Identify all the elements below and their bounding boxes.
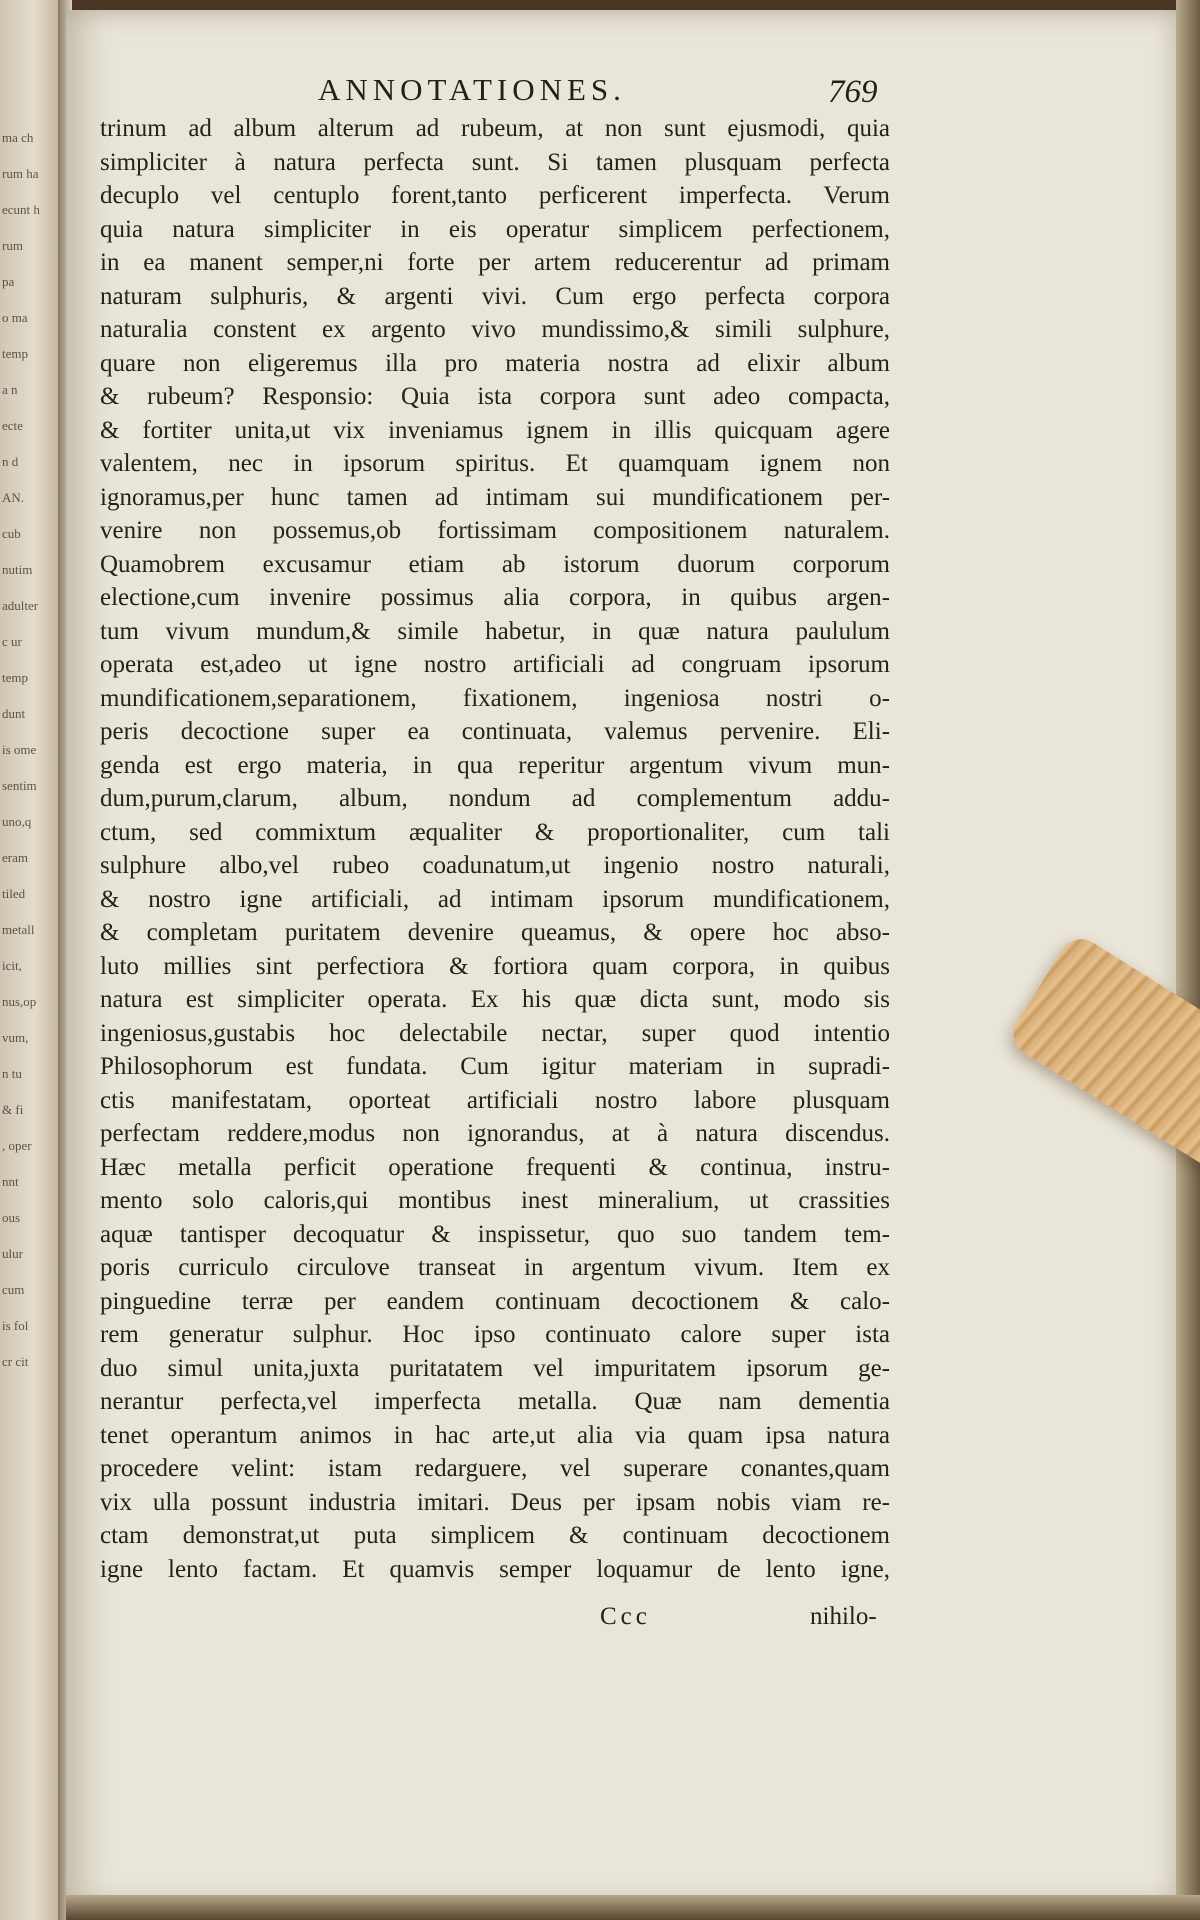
text-line: rem generatur sulphur. Hoc ipso continuato calore super ista xyxy=(100,1321,890,1348)
left-page-fragment: c ur xyxy=(2,634,22,649)
page-number: 769 xyxy=(828,74,878,110)
text-line: Quamobrem excusamur etiam ab istorum duorum corporum xyxy=(100,550,890,578)
left-page-fragment: is fol xyxy=(2,1318,29,1333)
page-edge-right xyxy=(1176,0,1200,1920)
text-line: ctam demonstrat,ut puta simplicem & continuam decoctionem xyxy=(100,1522,890,1549)
text-line: trinum ad album alterum ad rubeum, at non sunt ejusmodi, quia xyxy=(100,115,890,142)
page-edge-bottom xyxy=(66,1895,1200,1920)
left-page-fragment: cum xyxy=(2,1282,25,1297)
text-line: procedere velint: istam redarguere, vel superare conantes,quam xyxy=(100,1455,890,1482)
text-line: & completam puritatem devenire queamus, & opere hoc abso- xyxy=(100,919,890,946)
signature-mark: Ccc xyxy=(600,1603,651,1630)
left-page-fragment: , oper xyxy=(2,1138,32,1153)
left-page-fragment: tiled xyxy=(2,886,26,901)
text-line: aquæ tantisper decoquatur & inspissetur, quo suo tandem tem- xyxy=(100,1220,890,1248)
catchword: nihilo- xyxy=(810,1603,877,1630)
left-page-fragment: cr cit xyxy=(2,1354,29,1369)
left-page-fragment: nnt xyxy=(2,1174,19,1189)
text-line: ingeniosus,gustabis hoc delectabile nectar, super quod intentio xyxy=(100,1019,890,1047)
text-line: duo simul unita,juxta puritatatem vel impuritatem ipsorum ge- xyxy=(100,1354,890,1382)
text-line: operata est,adeo ut igne nostro artificiali ad congruam ipsorum xyxy=(100,651,890,678)
left-page-fragment: nutim xyxy=(2,562,33,577)
left-page-fragment: metall xyxy=(2,922,35,937)
left-page-fragment: ecunt h xyxy=(2,202,40,217)
text-line: nerantur perfecta,vel imperfecta metalla. Quæ nam dementia xyxy=(100,1388,890,1415)
text-line: perfectam reddere,modus non ignorandus, at à natura discendus. xyxy=(100,1120,890,1147)
text-line: dum,purum,clarum, album, nondum ad complementum addu- xyxy=(100,785,890,812)
text-line: peris decoctione super ea continuata, valemus pervenire. Eli- xyxy=(100,718,890,745)
text-line: in ea manent semper,ni forte per artem reducerentur ad primam xyxy=(100,249,890,276)
text-line: quia natura simpliciter in eis operatur simplicem perfectionem, xyxy=(100,215,890,243)
text-line: mento solo caloris,qui montibus inest mineralium, ut crassities xyxy=(100,1187,890,1214)
left-page-fragment: sentim xyxy=(2,778,37,793)
left-page-fragment: cub xyxy=(2,526,21,541)
text-line: tenet operantum animos in hac arte,ut alia via quam ipsa natura xyxy=(100,1421,890,1449)
text-line: valentem, nec in ipsorum spiritus. Et quamquam ignem non xyxy=(100,450,890,477)
left-page-fragment: AN. xyxy=(2,490,25,505)
left-page-fragment: uno,q xyxy=(2,814,32,829)
left-page-fragment: ulur xyxy=(2,1246,23,1261)
text-line: ctum, sed commixtum æqualiter & proportionaliter, cum tali xyxy=(100,818,890,846)
left-page-fragment: n tu xyxy=(2,1066,22,1081)
text-line: decuplo vel centuplo forent,tanto perficerent imperfecta. Verum xyxy=(100,182,890,209)
text-line: & fortiter unita,ut vix inveniamus ignem in illis quicquam agere xyxy=(100,416,890,444)
text-line: naturalia constent ex argento vivo mundissimo,& simili sulphure, xyxy=(100,316,890,343)
left-page-fragment: o ma xyxy=(2,310,28,325)
left-page-fragment: ma ch xyxy=(2,130,34,145)
text-line: sulphure albo,vel rubeo coadunatum,ut ingenio nostro naturali, xyxy=(100,852,890,879)
text-line: poris curriculo circulove transeat in argentum vivum. Item ex xyxy=(100,1254,890,1281)
left-page-fragment: rum ha xyxy=(2,166,39,181)
text-line: venire non possemus,ob fortissimam compositionem naturalem. xyxy=(100,517,890,544)
text-line: natura est simpliciter operata. Ex his quæ dicta sunt, modo sis xyxy=(100,986,890,1013)
body-text xyxy=(100,112,890,1586)
text-line: Philosophorum est fundata. Cum igitur materiam in supradi- xyxy=(100,1053,890,1080)
left-page-fragment: n d xyxy=(2,454,19,469)
text-line: quare non eligeremus illa pro materia nostra ad elixir album xyxy=(100,349,890,377)
text-line: Hæc metalla perficit operatione frequenti & continua, instru- xyxy=(100,1153,890,1181)
text-line: ignoramus,per hunc tamen ad intimam sui mundificationem per- xyxy=(100,483,890,511)
left-page-fragment: temp xyxy=(2,670,28,685)
left-page-fragment: nus,op xyxy=(2,994,37,1009)
left-page-fragment: eram xyxy=(2,850,28,865)
left-page-fragment: adulter xyxy=(2,598,39,613)
text-line: electione,cum invenire possimus alia corpora, in quibus argen- xyxy=(100,584,890,611)
left-page-fragment: dunt xyxy=(2,706,26,721)
running-head: ANNOTATIONES. xyxy=(318,72,626,107)
text-line: naturam sulphuris, & argenti vivi. Cum ergo perfecta corpora xyxy=(100,282,890,310)
text-line: mundificationem,separationem, fixationem, ingeniosa nostri o- xyxy=(100,684,890,712)
facing-left-page xyxy=(0,0,62,1920)
left-page-fragment: rum xyxy=(2,238,23,253)
text-line: pinguedine terræ per eandem continuam decoctionem & calo- xyxy=(100,1287,890,1315)
left-page-fragment: ecte xyxy=(2,418,23,433)
text-line: vix ulla possunt industria imitari. Deus per ipsam nobis viam re- xyxy=(100,1488,890,1516)
left-page-fragment: ous xyxy=(2,1210,21,1225)
left-page-fragment: pa xyxy=(2,274,15,289)
text-line: & rubeum? Responsio: Quia ista corpora sunt adeo compacta, xyxy=(100,383,890,410)
text-line: tum vivum mundum,& simile habetur, in quæ natura paululum xyxy=(100,617,890,645)
left-page-fragment: vum, xyxy=(2,1030,29,1045)
left-page-fragment: is ome xyxy=(2,742,37,757)
left-page-fragment: & fi xyxy=(2,1102,24,1117)
text-line: igne lento factam. Et quamvis semper loquamur de lento igne, xyxy=(100,1555,890,1583)
left-page-fragment: a n xyxy=(2,382,18,397)
text-line: ctis manifestatam, oporteat artificiali nostro labore plusquam xyxy=(100,1086,890,1114)
text-line: & nostro igne artificiali, ad intimam ipsorum mundificationem, xyxy=(100,885,890,913)
text-line: luto millies sint perfectiora & fortiora quam corpora, in quibus xyxy=(100,952,890,980)
left-page-fragment: icit, xyxy=(2,958,22,973)
text-line: simpliciter à natura perfecta sunt. Si tamen plusquam perfecta xyxy=(100,148,890,176)
text-line: genda est ergo materia, in qua reperitur argentum vivum mun- xyxy=(100,751,890,779)
left-page-fragment: temp xyxy=(2,346,28,361)
